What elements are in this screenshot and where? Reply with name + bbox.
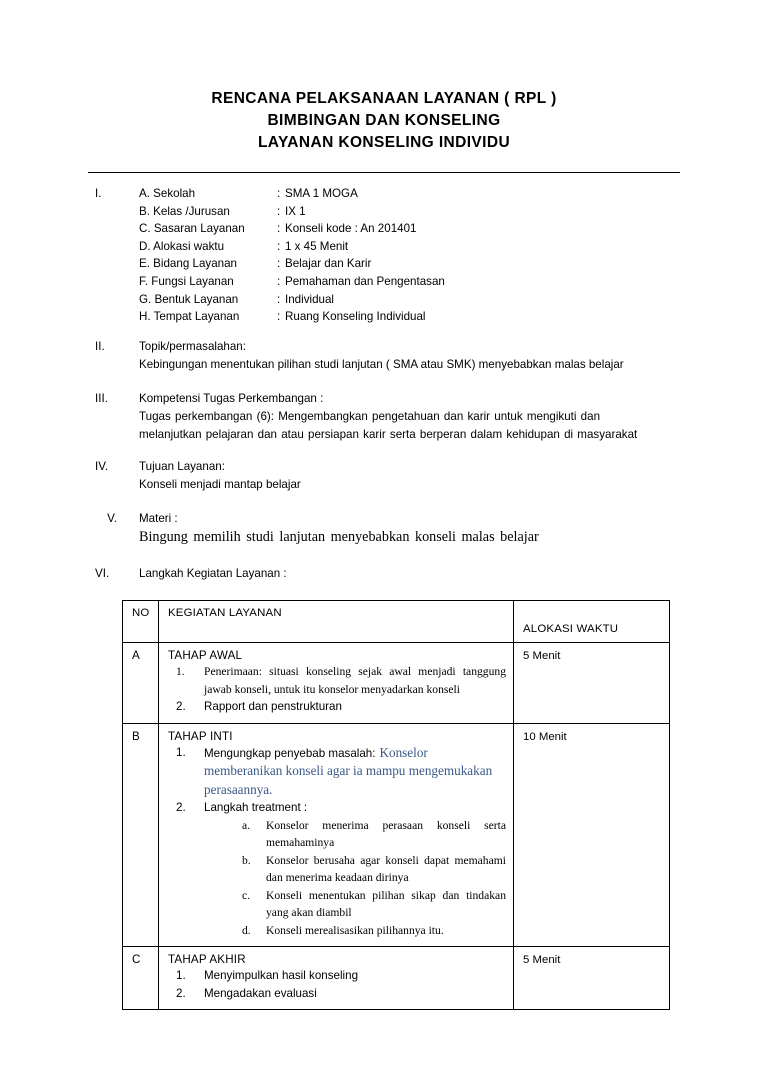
row-time-value: 5 Menit — [523, 954, 561, 966]
section-material-heading: Materi : — [139, 512, 178, 525]
section-topic-heading: Topik/permasalahan: — [139, 340, 246, 353]
section-steps-body — [139, 565, 287, 583]
identity-label: A. Sekolah — [139, 187, 196, 200]
row-time-value: 10 Menit — [523, 730, 567, 743]
identity-label: E. Bidang Layanan — [139, 257, 237, 271]
section-competency-text-line2: melanjutkan pelajaran dan atau persiapan karir serta berperan dalam kehidupan di masyarakat — [139, 428, 638, 441]
section-topic-body — [139, 338, 624, 374]
row-activity-content — [159, 643, 513, 723]
section-numeral-iii: III. — [95, 392, 108, 405]
identity-label: H. Tempat Layanan — [139, 310, 240, 324]
section-objective-text: Konseli menjadi mantap belajar — [139, 478, 301, 491]
identity-row — [95, 273, 655, 291]
list-text-plain: Mengungkap penyebab masalah: — [204, 746, 376, 760]
list-text-highlight: Konselor memberanikan konseli agar ia mampu mengemukakan perasaannya. — [204, 744, 493, 797]
identity-row — [95, 291, 655, 309]
stage-title: TAHAP AKHIR — [168, 953, 246, 966]
identity-colon: : — [277, 187, 281, 200]
section-steps-heading: Langkah Kegiatan Layanan : — [139, 567, 287, 580]
section-topic-text: Kebingungan menentukan pilihan studi lanjutan ( SMA atau SMK) menyebabkan malas belajar — [139, 358, 624, 371]
section-numeral-i: I. — [95, 187, 102, 200]
identity-label: B. Kelas /Jurusan — [139, 204, 230, 218]
identity-value: Belajar dan Karir — [285, 257, 372, 271]
identity-row — [95, 308, 655, 326]
identity-colon: : — [277, 222, 281, 236]
identity-row — [95, 220, 655, 238]
table-header-row — [123, 601, 670, 643]
title-line-2: BIMBINGAN DAN KONSELING — [267, 112, 501, 129]
row-cell-time — [514, 643, 670, 724]
identity-row — [95, 238, 655, 256]
section-material-text: Bingung memilih studi lanjutan menyebabkan konseli malas belajar — [139, 529, 539, 545]
identity-colon: : — [277, 292, 281, 306]
row-activity-content — [159, 724, 513, 947]
stage-title: TAHAP AWAL — [168, 649, 243, 662]
sublist-item — [232, 852, 506, 887]
sublist-marker: d. — [242, 923, 251, 937]
list-marker: 1. — [176, 745, 186, 759]
row-cell-activity — [159, 947, 514, 1010]
list-item — [168, 799, 506, 939]
identity-label: F. Fungsi Layanan — [139, 274, 234, 288]
section-objective-heading: Tujuan Layanan: — [139, 460, 225, 473]
section-competency-text-line1: Tugas perkembangan (6): Mengembangkan pengetahuan dan karir untuk mengikuti dan — [139, 410, 601, 423]
row-activity-content — [159, 947, 513, 1009]
activity-list — [168, 967, 506, 1002]
identity-colon: : — [277, 257, 281, 271]
table-row — [123, 643, 670, 724]
identity-colon: : — [277, 274, 281, 288]
row-cell-time — [514, 947, 670, 1010]
list-text: Penerimaan: situasi konseling sejak awal menjadi tanggung jawab konseli, untuk itu konselor menyadarkan konseli — [204, 665, 506, 696]
header-cell-time — [514, 601, 670, 643]
identity-label: C. Sasaran Layanan — [139, 222, 245, 236]
list-text: Langkah treatment : — [204, 801, 308, 814]
sublist-item — [232, 817, 506, 852]
list-text: Rapport dan penstrukturan — [204, 700, 342, 713]
identity-value: Ruang Konseling Individual — [285, 310, 426, 324]
table-row — [123, 947, 670, 1010]
list-marker: 2. — [176, 700, 186, 713]
row-letter: A — [132, 649, 140, 662]
list-item — [168, 663, 506, 698]
section-material-body — [139, 510, 539, 547]
sublist-marker: c. — [242, 888, 251, 902]
header-no-label: NO — [132, 607, 150, 619]
sublist-item — [232, 887, 506, 922]
section-competency-heading: Kompetensi Tugas Perkembangan : — [139, 392, 324, 405]
stage-title: TAHAP INTI — [168, 729, 233, 743]
row-cell-no — [123, 643, 159, 724]
section-numeral-iv: IV. — [95, 460, 109, 473]
document-title — [88, 88, 680, 154]
identity-label: G. Bentuk Layanan — [139, 292, 239, 306]
identity-colon: : — [277, 310, 281, 324]
header-activity-label: KEGIATAN LAYANAN — [168, 607, 282, 619]
list-marker: 2. — [176, 801, 186, 814]
identity-row — [95, 255, 655, 273]
list-item — [168, 967, 506, 985]
identity-value: Konseli kode : An 201401 — [285, 222, 417, 236]
title-line-1: RENCANA PELAKSANAAN LAYANAN ( RPL ) — [211, 90, 557, 107]
row-cell-no — [123, 947, 159, 1010]
row-letter: C — [132, 953, 141, 966]
title-line-3: LAYANAN KONSELING INDIVIDU — [257, 134, 511, 151]
list-item — [168, 744, 506, 800]
identity-value: Individual — [285, 292, 334, 306]
list-marker: 1. — [176, 969, 186, 982]
list-marker: 2. — [176, 986, 186, 1000]
activity-sublist — [232, 817, 506, 940]
section-numeral-ii: II. — [95, 340, 105, 353]
row-cell-activity — [159, 723, 514, 947]
identity-colon: : — [277, 239, 281, 253]
section-numeral-vi: VI. — [95, 567, 110, 580]
sublist-text: Konseli menentukan pilihan sikap dan tindakan yang akan diambil — [266, 888, 506, 919]
title-divider — [88, 172, 680, 173]
identity-value: IX 1 — [285, 204, 306, 218]
identity-label: D. Alokasi waktu — [139, 239, 225, 253]
section-competency-body — [139, 390, 675, 444]
sublist-marker: a. — [242, 818, 251, 832]
list-text: Mengadakan evaluasi — [204, 986, 317, 1000]
row-cell-no — [123, 723, 159, 947]
section-identity — [95, 185, 655, 326]
identity-colon: : — [277, 204, 281, 218]
identity-row — [95, 203, 655, 221]
section-objective-body — [139, 458, 301, 494]
sublist-text: Konselor menerima perasaan konseli serta memahaminya — [266, 818, 506, 849]
row-time-value: 5 Menit — [523, 650, 561, 662]
row-cell-time — [514, 723, 670, 947]
sublist-item — [232, 922, 506, 940]
identity-row — [95, 185, 655, 203]
section-numeral-v: V. — [107, 512, 117, 525]
list-text: Menyimpulkan hasil konseling — [204, 969, 359, 982]
list-item — [168, 698, 506, 716]
sublist-marker: b. — [242, 853, 251, 867]
header-cell-no — [123, 601, 159, 643]
activity-list — [168, 663, 506, 716]
row-letter: B — [132, 729, 140, 743]
header-time-label: ALOKASI WAKTU — [523, 623, 619, 635]
header-cell-activity — [159, 601, 514, 643]
list-item — [168, 985, 506, 1003]
identity-value: SMA 1 MOGA — [285, 187, 358, 200]
identity-value: 1 x 45 Menit — [285, 239, 349, 253]
sublist-text: Konselor berusaha agar konseli dapat memahami dan menerima keadaan dirinya — [266, 853, 506, 884]
identity-value: Pemahaman dan Pengentasan — [285, 274, 445, 288]
list-marker: 1. — [176, 665, 185, 678]
activity-table — [122, 600, 670, 1010]
activity-list — [168, 744, 506, 940]
row-cell-activity — [159, 643, 514, 724]
sublist-text: Konseli merealisasikan pilihannya itu. — [266, 923, 444, 937]
table-row — [123, 723, 670, 947]
